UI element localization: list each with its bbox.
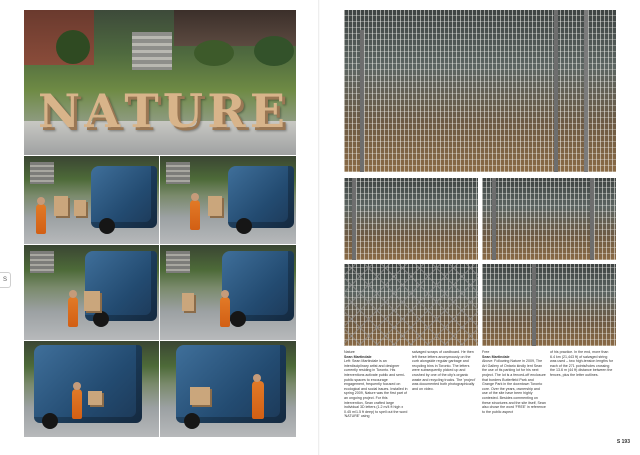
letter: U	[162, 84, 205, 138]
caption-nature-cont	[412, 350, 476, 391]
caption-body: Left: Sean Martindale is an interdisciplinary artist and designer currently residing in Toronto. His interventions activate public and semi-public spaces to encourage engagement, frequently focused on ecological and social issues. Installed in spring 2009, Nature was the first part of an ongoing project. For this intervention, Sean crafted large individual 3D letters (1.2 m/4 ft high x 0.45 m/1.5 ft deep) to spell out the word 'NATURE' using	[344, 359, 408, 419]
sequence-photo-5	[24, 341, 159, 437]
caption-label: Nature	[344, 350, 355, 354]
string-fence-photo-5	[482, 264, 616, 346]
sequence-photo-1	[24, 156, 159, 244]
string-fence-photo-3	[482, 178, 616, 260]
caption-free-cont	[550, 350, 614, 378]
section-tab: S	[0, 272, 11, 288]
letter: N	[38, 84, 82, 138]
letter: T	[124, 84, 160, 138]
letter: E	[249, 84, 286, 138]
caption-artist: Sean Martindale	[344, 354, 372, 359]
caption-nature	[344, 350, 408, 419]
nature-letters-photo	[24, 10, 296, 155]
string-fence-wide-photo	[344, 10, 616, 172]
caption-label: Free	[482, 350, 490, 354]
letter: R	[207, 84, 247, 138]
chainlink-closeup-photo	[344, 264, 478, 346]
caption-artist: Sean Martindale	[482, 354, 510, 359]
nature-letters	[38, 82, 286, 138]
sequence-photo-2	[160, 156, 296, 244]
string-fence-photo-2	[344, 178, 478, 260]
caption-body: Above: Following Nature in 2009, The Art Gallery of Ontario kindly lent Sean the use of its parking lot for his next project. The lot is a fenced-off enclosure that borders Butterfield Park and Grange Park in the downtown Toronto core. Over the years, ownership and use of the site have been highly contested. Besides commenting on these structures and the site itself, Sean also chose the word 'FREE' in reference to the public aspect	[482, 359, 546, 414]
sequence-photo-4	[160, 245, 296, 340]
caption-body: of his practice. In the end, more than 6.4 km (21,443 ft) of salvaged string was used – two high-tension lengths for each of the 271 points/holes crossing the 13.6 m (44 ft) distance between the fences, plus the letter outlines.	[550, 350, 614, 377]
letter: A	[84, 84, 122, 138]
caption-body: salvaged scraps of cardboard. He then left these letters anonymously on the curb alongside regular garbage and recycling bins in Toronto. The letters were subsequently picked up and crushed by one of the city's organic waste and recycling trucks. The 'project' was documented both photographically and on video.	[412, 350, 476, 391]
page-folio: S 193	[616, 439, 630, 445]
sequence-photo-3	[24, 245, 159, 340]
sequence-photo-6	[160, 341, 296, 437]
caption-free	[482, 350, 546, 414]
